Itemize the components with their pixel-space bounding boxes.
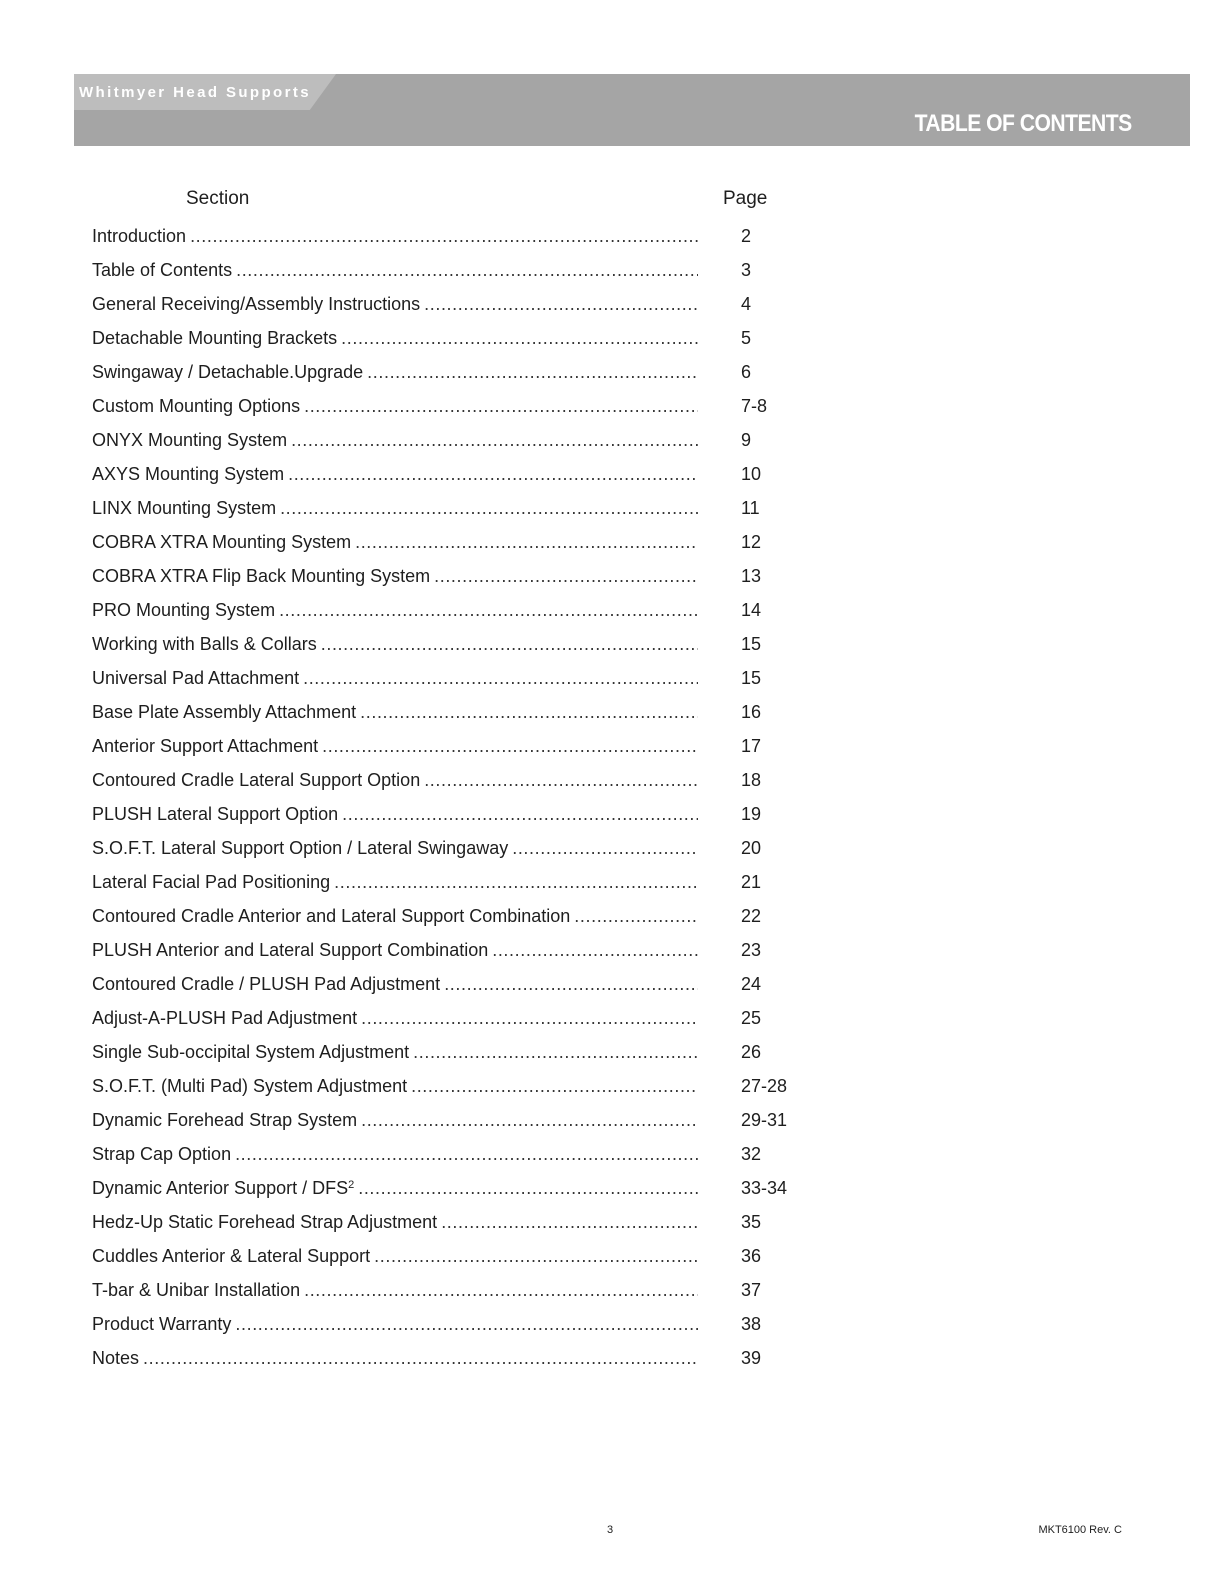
toc-entry-title xyxy=(92,1041,413,1063)
toc-entry xyxy=(92,491,812,525)
toc-entry xyxy=(92,1035,812,1069)
toc-entry-title xyxy=(92,1211,441,1233)
toc-entry-title xyxy=(92,837,512,859)
toc-entry-title xyxy=(92,1143,235,1165)
toc-entry-superscript: 2 xyxy=(348,1179,355,1191)
toc-entry-line xyxy=(92,769,698,791)
toc-entry xyxy=(92,423,812,457)
toc-entry-title xyxy=(92,1245,374,1267)
page-title: TABLE OF CONTENTS xyxy=(914,110,1132,137)
dot-leader xyxy=(361,1109,698,1131)
toc-entry-title-text: COBRA XTRA Mounting System xyxy=(92,532,352,552)
toc-entry-line xyxy=(92,871,698,893)
toc-entry xyxy=(92,763,812,797)
toc-entry xyxy=(92,1069,812,1103)
toc-entry-title xyxy=(92,259,236,281)
toc-entry-line xyxy=(92,633,698,655)
dot-leader xyxy=(574,905,698,927)
toc-entry-title xyxy=(92,769,424,791)
toc-entry-page: 18 xyxy=(741,770,762,790)
toc-entry xyxy=(92,457,812,491)
toc-entry-title-text: Hedz-Up Static Forehead Strap Adjustment xyxy=(92,1212,438,1232)
toc-entry-page: 33-34 xyxy=(741,1178,788,1198)
toc-entry-line xyxy=(92,1211,698,1233)
toc-entry-title xyxy=(92,497,280,519)
toc-entry-title-text: General Receiving/Assembly Instructions xyxy=(92,294,421,314)
toc-entry-page: 13 xyxy=(741,566,762,586)
page-column-header: Page xyxy=(723,188,768,209)
toc-entry-title-text: Contoured Cradle Anterior and Lateral Support Combination xyxy=(92,906,571,926)
toc-entry-line xyxy=(92,1279,698,1301)
dot-leader xyxy=(374,1245,698,1267)
toc-entry-line xyxy=(92,599,698,621)
toc-entry-line xyxy=(92,735,698,757)
toc-entry xyxy=(92,1171,812,1205)
dot-leader xyxy=(360,701,698,723)
toc-entry-title xyxy=(92,905,574,927)
toc-entry xyxy=(92,593,812,627)
toc-entry xyxy=(92,1137,812,1171)
toc-entry xyxy=(92,253,812,287)
toc-entry-line xyxy=(92,837,698,859)
toc-entry-title-text: Table of Contents xyxy=(92,260,233,280)
toc-entry-title xyxy=(92,667,303,689)
toc-entry-line xyxy=(92,463,698,485)
toc-entry-title xyxy=(92,225,190,247)
toc-entry-line xyxy=(92,327,698,349)
toc-entry-page: 20 xyxy=(741,838,762,858)
toc-entry-title xyxy=(92,327,341,349)
toc-entry-page: 7-8 xyxy=(741,396,768,416)
dot-leader xyxy=(434,565,698,587)
dot-leader xyxy=(512,837,698,859)
dot-leader xyxy=(424,769,698,791)
toc-entry-page: 12 xyxy=(741,532,762,552)
toc-entry-title-text: COBRA XTRA Flip Back Mounting System xyxy=(92,566,431,586)
dot-leader xyxy=(367,361,698,383)
dot-leader xyxy=(143,1347,698,1369)
dot-leader xyxy=(288,463,698,485)
toc-entry-line xyxy=(92,1245,698,1267)
toc-entry-page: 23 xyxy=(741,940,762,960)
toc-entry xyxy=(92,1239,812,1273)
toc-entry-line xyxy=(92,1313,698,1335)
toc-entry-page: 14 xyxy=(741,600,762,620)
toc-entry-title xyxy=(92,1279,304,1301)
toc-entry-line xyxy=(92,429,698,451)
toc-entry-title-text: LINX Mounting System xyxy=(92,498,277,518)
toc-entry xyxy=(92,831,812,865)
toc-entry xyxy=(92,729,812,763)
dot-leader xyxy=(322,735,698,757)
toc-entry xyxy=(92,899,812,933)
toc-entry-title xyxy=(92,633,321,655)
toc-entry-line xyxy=(92,293,698,315)
toc-entry-line xyxy=(92,1347,698,1369)
dot-leader xyxy=(334,871,698,893)
toc-entry-page: 27-28 xyxy=(741,1076,788,1096)
toc-entry xyxy=(92,661,812,695)
footer-document-id: MKT6100 Rev. C xyxy=(1038,1524,1122,1536)
dot-leader xyxy=(411,1075,698,1097)
toc-entry-page: 26 xyxy=(741,1042,762,1062)
table-of-contents-list xyxy=(92,219,812,1375)
toc-entry-title-text: T-bar & Unibar Installation xyxy=(92,1280,301,1300)
dot-leader xyxy=(235,1143,698,1165)
toc-entry-title xyxy=(92,1313,235,1335)
toc-entry-title-text: Universal Pad Attachment xyxy=(92,668,300,688)
footer-page-number: 3 xyxy=(607,1524,614,1536)
dot-leader xyxy=(441,1211,698,1233)
toc-entry-page: 35 xyxy=(741,1212,762,1232)
dot-leader xyxy=(424,293,698,315)
toc-entry-line xyxy=(92,225,698,247)
dot-leader xyxy=(190,225,698,247)
toc-entry xyxy=(92,525,812,559)
toc-entry xyxy=(92,967,812,1001)
toc-entry-line xyxy=(92,565,698,587)
toc-entry-page: 10 xyxy=(741,464,762,484)
section-column-header: Section xyxy=(186,188,250,209)
toc-entry-title-text: AXYS Mounting System xyxy=(92,464,285,484)
toc-entry-line xyxy=(92,1007,698,1029)
toc-entry xyxy=(92,1273,812,1307)
dot-leader xyxy=(236,259,698,281)
toc-entry-title-text: S.O.F.T. (Multi Pad) System Adjustment xyxy=(92,1076,408,1096)
toc-entry-title-text: Anterior Support Attachment xyxy=(92,736,319,756)
toc-entry xyxy=(92,219,812,253)
dot-leader xyxy=(235,1313,698,1335)
toc-entry-title xyxy=(92,1007,361,1029)
toc-entry-page: 37 xyxy=(741,1280,762,1300)
toc-entry-line xyxy=(92,667,698,689)
toc-entry xyxy=(92,695,812,729)
toc-entry-title xyxy=(92,395,304,417)
toc-entry-page: 15 xyxy=(741,668,762,688)
dot-leader xyxy=(321,633,698,655)
toc-entry-page: 4 xyxy=(741,294,752,314)
dot-leader xyxy=(280,497,698,519)
dot-leader xyxy=(304,395,698,417)
toc-entry-line xyxy=(92,1177,698,1199)
toc-entry-line xyxy=(92,497,698,519)
toc-entry-page: 15 xyxy=(741,634,762,654)
toc-entry-title xyxy=(92,973,444,995)
toc-entry-title xyxy=(92,735,322,757)
toc-entry-title xyxy=(92,939,492,961)
toc-entry-title-text: S.O.F.T. Lateral Support Option / Lateral Swingaway xyxy=(92,838,509,858)
toc-entry-title-text: PRO Mounting System xyxy=(92,600,276,620)
toc-entry-title-text: ONYX Mounting System xyxy=(92,430,288,450)
toc-entry-title xyxy=(92,531,355,553)
dot-leader xyxy=(358,1177,698,1199)
toc-entry-page: 38 xyxy=(741,1314,762,1334)
toc-entry xyxy=(92,627,812,661)
toc-entry-title xyxy=(92,599,279,621)
toc-entry-page: 24 xyxy=(741,974,762,994)
toc-entry-title-text: Cuddles Anterior & Lateral Support xyxy=(92,1246,371,1266)
toc-entry-page: 11 xyxy=(741,498,760,518)
toc-entry-title xyxy=(92,429,291,451)
dot-leader xyxy=(413,1041,698,1063)
toc-entry-title xyxy=(92,463,288,485)
toc-entry-title xyxy=(92,293,424,315)
toc-entry xyxy=(92,797,812,831)
toc-entry-title xyxy=(92,1075,411,1097)
toc-entry xyxy=(92,389,812,423)
toc-entry-title-text: Single Sub-occipital System Adjustment xyxy=(92,1042,410,1062)
toc-entry-title-text: Dynamic Anterior Support / DFS xyxy=(92,1178,349,1198)
toc-entry-page: 39 xyxy=(741,1348,762,1368)
toc-entry-title xyxy=(92,871,334,893)
toc-entry-line xyxy=(92,1041,698,1063)
dot-leader xyxy=(492,939,698,961)
toc-entry-title xyxy=(92,361,367,383)
toc-entry-title-text: PLUSH Lateral Support Option xyxy=(92,804,339,824)
toc-entry-title-text: Working with Balls & Collars xyxy=(92,634,317,654)
toc-entry-page: 5 xyxy=(741,328,752,348)
dot-leader xyxy=(279,599,698,621)
toc-entry-page: 2 xyxy=(741,226,752,246)
toc-entry-line xyxy=(92,259,698,281)
dot-leader xyxy=(444,973,698,995)
toc-entry-line xyxy=(92,973,698,995)
toc-entry-page: 3 xyxy=(741,260,752,280)
toc-entry-title-text: Contoured Cradle / PLUSH Pad Adjustment xyxy=(92,974,441,994)
toc-entry xyxy=(92,1341,812,1375)
toc-entry xyxy=(92,1103,812,1137)
toc-entry-page: 19 xyxy=(741,804,762,824)
toc-entry xyxy=(92,865,812,899)
toc-entry-line xyxy=(92,1143,698,1165)
toc-entry-title-text: Adjust-A-PLUSH Pad Adjustment xyxy=(92,1008,358,1028)
toc-entry-page: 21 xyxy=(741,872,762,892)
toc-entry-line xyxy=(92,531,698,553)
toc-entry-line xyxy=(92,361,698,383)
toc-entry-page: 32 xyxy=(741,1144,762,1164)
dot-leader xyxy=(341,327,698,349)
toc-entry-title xyxy=(92,565,434,587)
toc-entry-line xyxy=(92,803,698,825)
dot-leader xyxy=(303,667,698,689)
toc-entry xyxy=(92,287,812,321)
toc-entry-title-text: PLUSH Anterior and Lateral Support Combination xyxy=(92,940,489,960)
toc-entry-line xyxy=(92,395,698,417)
toc-entry-title-text: Notes xyxy=(92,1348,140,1368)
dot-leader xyxy=(291,429,698,451)
dot-leader xyxy=(361,1007,698,1029)
toc-entry-title-text: Introduction xyxy=(92,226,187,246)
toc-entry xyxy=(92,559,812,593)
toc-entry-title xyxy=(92,1109,361,1131)
toc-entry xyxy=(92,355,812,389)
toc-entry-title xyxy=(92,701,360,723)
dot-leader xyxy=(355,531,698,553)
toc-entry-page: 36 xyxy=(741,1246,762,1266)
toc-entry-page: 9 xyxy=(741,430,752,450)
toc-entry-page: 16 xyxy=(741,702,762,722)
toc-entry xyxy=(92,933,812,967)
toc-entry-title-text: Swingaway / Detachable.Upgrade xyxy=(92,362,364,382)
toc-entry-title xyxy=(92,1347,143,1369)
toc-entry-line xyxy=(92,1075,698,1097)
toc-entry-page: 22 xyxy=(741,906,762,926)
toc-entry-line xyxy=(92,939,698,961)
toc-entry-page: 25 xyxy=(741,1008,762,1028)
toc-entry-title xyxy=(92,1177,358,1199)
toc-entry-line xyxy=(92,1109,698,1131)
toc-entry-page: 29-31 xyxy=(741,1110,788,1130)
toc-entry xyxy=(92,1205,812,1239)
toc-entry-title-text: Lateral Facial Pad Positioning xyxy=(92,872,331,892)
toc-entry-title-text: Strap Cap Option xyxy=(92,1144,232,1164)
toc-entry-title-text: Product Warranty xyxy=(92,1314,232,1334)
toc-entry-page: 17 xyxy=(741,736,762,756)
toc-entry xyxy=(92,1307,812,1341)
toc-entry-title-text: Base Plate Assembly Attachment xyxy=(92,702,357,722)
toc-entry-title-text: Dynamic Forehead Strap System xyxy=(92,1110,358,1130)
dot-leader xyxy=(304,1279,698,1301)
toc-entry-page: 6 xyxy=(741,362,752,382)
toc-entry-title-text: Custom Mounting Options xyxy=(92,396,301,416)
brand-name: Whitmyer Head Supports xyxy=(79,84,311,101)
toc-entry-title xyxy=(92,803,342,825)
toc-entry-title-text: Contoured Cradle Lateral Support Option xyxy=(92,770,421,790)
toc-entry xyxy=(92,1001,812,1035)
toc-entry-line xyxy=(92,701,698,723)
toc-entry-title-text: Detachable Mounting Brackets xyxy=(92,328,338,348)
dot-leader xyxy=(342,803,698,825)
toc-entry-line xyxy=(92,905,698,927)
toc-entry xyxy=(92,321,812,355)
